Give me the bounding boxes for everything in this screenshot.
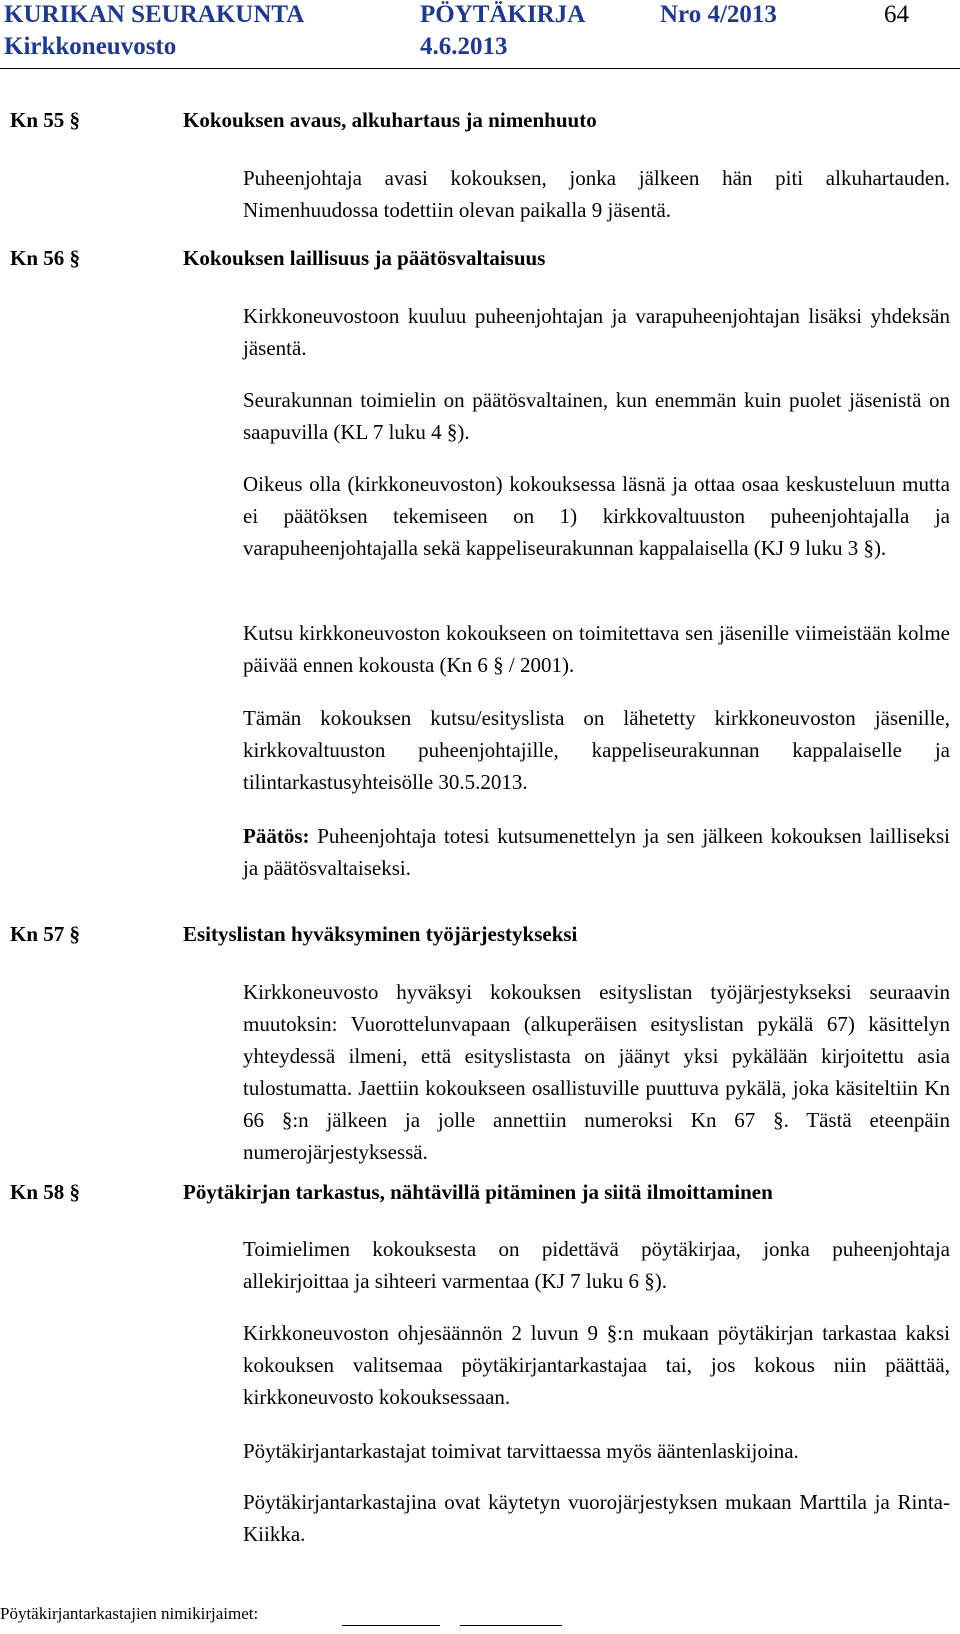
paragraph: Kirkkoneuvostoon kuuluu puheenjohtajan ja varapuheenjohtajan lisäksi yhdeksän jäsentä. — [243, 304, 950, 360]
paragraph: Pöytäkirjantarkastajina ovat käytetyn vuorojärjestyksen mukaan Marttila ja Rinta-Kiikka. — [243, 1490, 950, 1546]
section-title: Pöytäkirjan tarkastus, nähtävillä pitäminen ja siitä ilmoittaminen — [183, 1180, 773, 1204]
paragraph: Oikeus olla (kirkkoneuvoston) kokouksessa läsnä ja ottaa osaa keskusteluun mutta ei päätöksen tekemiseen on 1) kirkkovaltuuston puheenjohtajalla ja varapuheenjohtajalla sekä kappeliseurakunnan kappalaisella (KJ 9 luku 3 §). — [243, 472, 950, 560]
paragraph: Kirkkoneuvosto hyväksyi kokouksen esityslistan työjärjestykseksi seuraavin muutoksin: Vuorottelunvapaan (alkuperäisen esityslistan pykälä 67) käsittelyn yhteydessä ilmeni, että esityslistasta on jäänyt yksi pykälään kirjoitettu asia tulostumatta. Jaettiin kokoukseen osallistuville puuttuva pykälä, joka käsiteltiin Kn 66 §:n jälkeen ja jolle annettiin numeroksi Kn 67 §. Tästä eteenpäin numerojärjestyksessä. — [243, 980, 950, 1164]
initials-line-1 — [342, 1625, 440, 1626]
initials-line-2 — [460, 1625, 562, 1626]
header-doc-type: PÖYTÄKIRJA — [420, 1, 586, 28]
paragraph: Seurakunnan toimielin on päätösvaltainen, kun enemmän kuin puolet jäsenistä on saapuvilla (KL 7 luku 4 §). — [243, 388, 950, 444]
paragraph: Puheenjohtaja avasi kokouksen, jonka jälkeen hän piti alkuhartauden. Nimenhuudossa todettiin olevan paikalla 9 jäsentä. — [243, 166, 950, 222]
decision-text: Puheenjohtaja totesi kutsumenettelyn ja sen jälkeen kokouksen lailliseksi ja päätösvaltaiseksi. — [243, 824, 950, 880]
section-number: Kn 58 § — [10, 1180, 81, 1204]
section-title: Kokouksen avaus, alkuhartaus ja nimenhuuto — [183, 108, 597, 132]
header-divider — [0, 68, 960, 69]
section-title: Kokouksen laillisuus ja päätösvaltaisuus — [183, 246, 546, 270]
header-number: Nro 4/2013 — [660, 1, 777, 28]
paragraph: Toimielimen kokouksesta on pidettävä pöytäkirjaa, jonka puheenjohtaja allekirjoittaa ja sihteeri varmentaa (KJ 7 luku 6 §). — [243, 1237, 950, 1293]
paragraph: Kirkkoneuvoston ohjesäännön 2 luvun 9 §:n mukaan pöytäkirjan tarkastaa kaksi kokouksen valitsemaa pöytäkirjantarkastajaa tai, jos kokous niin päättää, kirkkoneuvosto kokouksessaan. — [243, 1321, 950, 1409]
section-number: Kn 57 § — [10, 922, 81, 946]
initials-label: Pöytäkirjantarkastajien nimikirjaimet: — [0, 1604, 259, 1623]
section-number: Kn 55 § — [10, 108, 81, 132]
header-org: KURIKAN SEURAKUNTA — [4, 1, 305, 28]
section-number: Kn 56 § — [10, 246, 81, 270]
header-date: 4.6.2013 — [420, 33, 508, 60]
paragraph: Kutsu kirkkoneuvoston kokoukseen on toimitettava sen jäsenille viimeistään kolme päivää ennen kokousta (Kn 6 § / 2001). — [243, 621, 950, 677]
section-title: Esityslistan hyväksyminen työjärjestykseksi — [183, 922, 578, 946]
paragraph: Tämän kokouksen kutsu/esityslista on lähetetty kirkkoneuvoston jäsenille, kirkkovaltuuston puheenjohtajille, kappeliseurakunnan kappalaiselle ja tilintarkastusyhteisölle 30.5.2013. — [243, 706, 950, 794]
decision-paragraph — [243, 820, 950, 884]
header-body: Kirkkoneuvosto — [4, 33, 177, 60]
header-page: 64 — [884, 1, 909, 28]
paragraph: Pöytäkirjantarkastajat toimivat tarvittaessa myös ääntenlaskijoina. — [243, 1439, 799, 1463]
decision-label: Päätös: — [243, 824, 310, 848]
